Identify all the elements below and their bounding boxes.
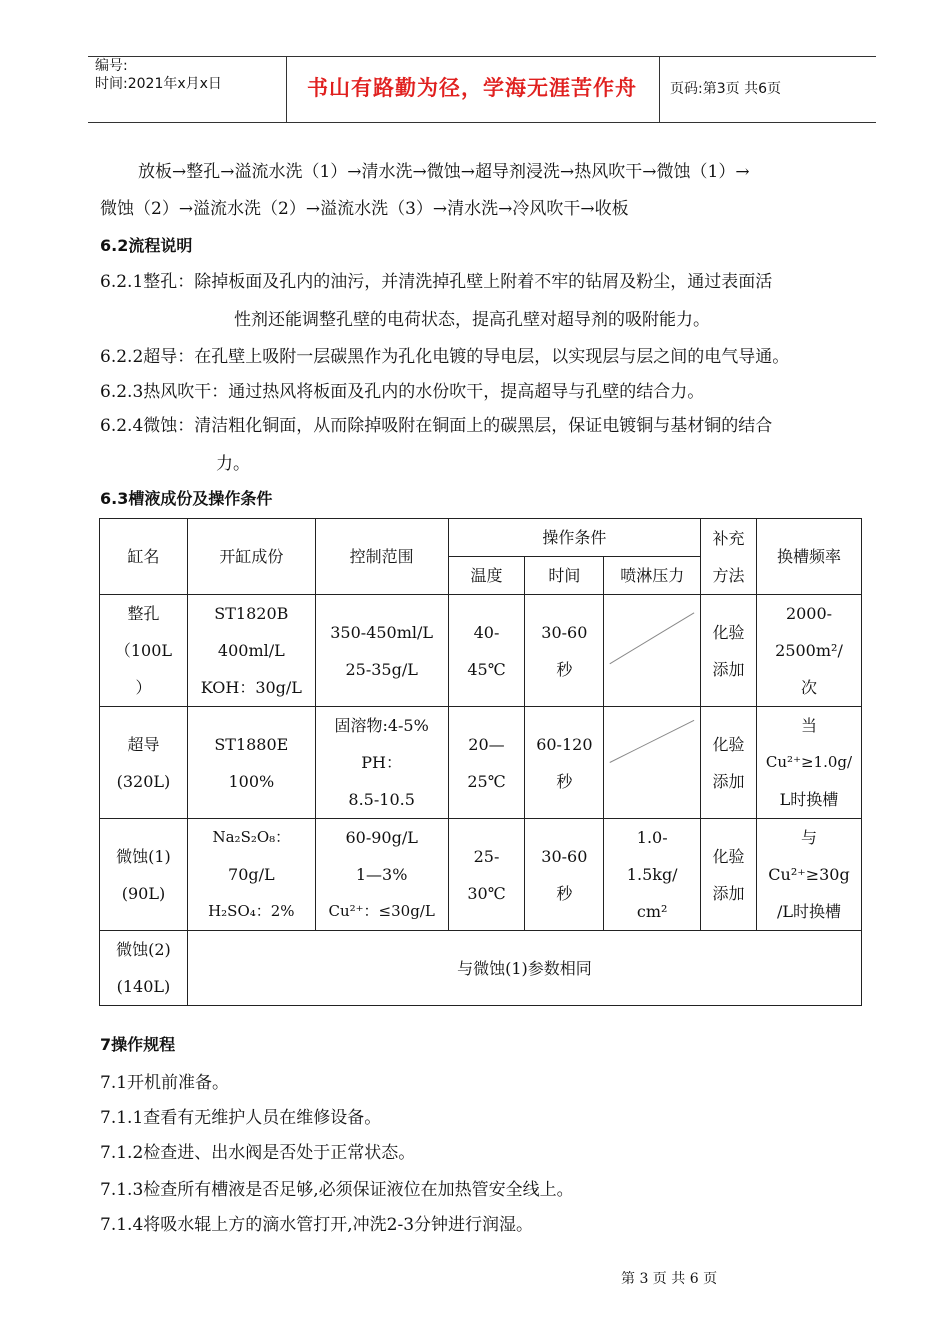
spray-cell-empty: [604, 595, 701, 707]
cell-line: Cu²⁺≥1.0g/: [765, 753, 853, 771]
supplement-cell: [701, 707, 757, 819]
header-composition: 开缸成份: [187, 519, 315, 595]
cell-line: H₂SO₄：2%: [208, 902, 295, 920]
control-cell: [315, 707, 448, 819]
composition-cell: [187, 819, 315, 931]
cell-line: 30-60: [541, 622, 588, 642]
time-cell: [525, 819, 604, 931]
table-row: [100, 819, 862, 931]
control-cell: [315, 595, 448, 707]
header-tank: 缸名: [100, 519, 188, 595]
cell-line: 添加: [712, 771, 745, 791]
cell-line: (320L): [116, 771, 171, 791]
header-spray: 喷淋压力: [604, 557, 701, 595]
composition-cell: [187, 595, 315, 707]
cell-line: （100L: [114, 641, 173, 660]
header-number-label: 编号:: [95, 58, 128, 74]
cell-line: 60-90g/L: [345, 828, 418, 847]
cell-line: 次: [800, 678, 817, 697]
cell-line: 化验: [712, 846, 745, 866]
step-7-1: 7.1开机前准备。: [100, 1073, 230, 1093]
header-control: 控制范围: [315, 519, 448, 595]
cell-line: (140L): [116, 977, 171, 996]
temp-cell: [448, 707, 525, 819]
para-6-2-4-line-2: 力。: [216, 454, 250, 474]
para-6-2-2: 6.2.2超导：在孔壁上吸附一层碳黑作为孔化电镀的导电层，以实现层与层之间的电气导通。: [100, 347, 790, 367]
cell-line: 整孔: [127, 604, 160, 623]
cell-line: Cu²⁺≥30g: [768, 865, 850, 884]
cell-line: 400ml/L: [217, 641, 285, 660]
cell-line: 秒: [556, 659, 573, 679]
cell-line: 固溶物:4-5%: [334, 716, 429, 735]
cell-line: (90L): [121, 883, 166, 903]
temp-cell: [448, 819, 525, 931]
tank-cell: [100, 707, 188, 819]
cell-line: ）: [135, 678, 152, 697]
frequency-cell: [757, 819, 862, 931]
header-operation: 操作条件: [448, 519, 701, 557]
diagonal-slash: [604, 595, 700, 706]
cell-line: 25-35g/L: [345, 659, 418, 679]
cell-line: 40-: [473, 622, 500, 642]
page-footer: 第 3 页 共 6 页: [621, 1271, 718, 1287]
composition-cell: [187, 707, 315, 819]
cell-line: 100%: [228, 771, 275, 791]
time-cell: [525, 707, 604, 819]
time-cell: [525, 595, 604, 707]
supplement-cell: [701, 595, 757, 707]
section-6-3-title: 6.3槽液成份及操作条件: [100, 489, 273, 508]
section-7-title: 7操作规程: [100, 1035, 176, 1054]
para-6-2-4-line-1: 6.2.4微蚀：清洁粗化铜面，从而除掉吸附在铜面上的碳黑层，保证电镀铜与基材铜的结合: [100, 416, 773, 436]
cell-line: 超导: [127, 734, 160, 754]
cell-line: 与: [800, 828, 817, 847]
cell-line: 30℃: [467, 883, 506, 903]
table-row: [100, 595, 862, 707]
header-temp: 温度: [448, 557, 525, 595]
tank-cell: [100, 595, 188, 707]
header-page-label: 页码:第3页 共6页: [670, 81, 781, 97]
cell-line: KOH：30g/L: [200, 678, 302, 697]
header-supplement-line-1: 补充: [712, 528, 745, 548]
cell-line: 2500m²/: [775, 641, 843, 660]
cell-line: 350-450ml/L: [330, 622, 434, 642]
header-time: 时间: [525, 557, 604, 595]
cell-line: Na₂S₂O₈：: [212, 828, 291, 846]
cell-line: ST1820B: [214, 604, 289, 623]
merged-note-cell: 与微蚀(1)参数相同: [187, 931, 861, 1006]
temp-cell: [448, 595, 525, 707]
cell-line: 化验: [712, 734, 745, 754]
cell-line: PH：: [361, 753, 403, 772]
header-meta: [95, 57, 222, 93]
step-7-1-1: 7.1.1查看有无维护人员在维修设备。: [100, 1108, 382, 1128]
cell-line: 微蚀(1): [116, 846, 171, 866]
cell-line: 8.5-10.5: [348, 790, 415, 809]
cell-line: cm²: [636, 902, 668, 921]
supplement-cell: [701, 819, 757, 931]
process-flow-line-1: 放板→整孔→溢流水洗（1）→清水洗→微蚀→超导剂浸洗→热风吹干→微蚀（1）→: [138, 162, 750, 182]
table-row: [100, 931, 862, 1006]
cell-line: 20—: [468, 734, 505, 754]
control-cell: [315, 819, 448, 931]
cell-line: 1.0-: [636, 828, 668, 847]
header-supplement-line-2: 方法: [712, 565, 745, 585]
step-7-1-3: 7.1.3检查所有槽液是否足够,必须保证液位在加热管安全线上。: [100, 1180, 574, 1200]
tank-cell: [100, 819, 188, 931]
tank-spec-table: [99, 518, 862, 1006]
spray-cell-empty: [604, 707, 701, 819]
para-6-2-1-line-1: 6.2.1整孔：除掉板面及孔内的油污，并清洗掉孔壁上附着不牢的钻屑及粉尘，通过表面活: [100, 272, 773, 292]
header-time-label: 时间:2021年x月x日: [95, 76, 222, 92]
frequency-cell: [757, 595, 862, 707]
header-divider-right: [659, 56, 660, 122]
cell-line: L时换槽: [779, 790, 839, 809]
cell-line: 1.5kg/: [626, 865, 678, 884]
cell-line: 微蚀(2): [116, 940, 171, 959]
cell-line: 45℃: [467, 659, 506, 679]
tank-cell: [100, 931, 188, 1006]
cell-line: 秒: [556, 883, 573, 903]
cell-line: 1—3%: [355, 865, 408, 884]
header-frequency: 换槽频率: [757, 519, 862, 595]
header-bottom-rule: [88, 122, 876, 123]
step-7-1-2: 7.1.2检查进、出水阀是否处于正常状态。: [100, 1143, 416, 1163]
para-6-2-1-line-2: 性剂还能调整孔壁的电荷状态，提高孔壁对超导剂的吸附能力。: [234, 310, 710, 330]
para-6-2-3: 6.2.3热风吹干：通过热风将板面及孔内的水份吹干，提高超导与孔壁的结合力。: [100, 382, 705, 402]
table-row: [100, 707, 862, 819]
cell-line: 秒: [556, 771, 573, 791]
cell-line: 25-: [473, 846, 500, 866]
cell-line: 添加: [712, 883, 745, 903]
process-flow-line-2: 微蚀（2）→溢流水洗（2）→溢流水洗（3）→清水洗→冷风吹干→收板: [100, 199, 629, 219]
cell-line: 60-120: [536, 734, 593, 754]
cell-line: 25℃: [467, 771, 506, 791]
diagonal-slash: [604, 707, 700, 818]
cell-line: /L时换槽: [776, 902, 842, 921]
cell-line: 添加: [712, 659, 745, 679]
cell-line: 2000-: [785, 604, 833, 623]
frequency-cell: [757, 707, 862, 819]
step-7-1-4: 7.1.4将吸水辊上方的滴水管打开,冲洗2-3分钟进行润湿。: [100, 1215, 534, 1235]
cell-line: ST1880E: [214, 734, 289, 754]
cell-line: 化验: [712, 622, 745, 642]
cell-line: 当: [800, 716, 817, 735]
section-6-2-title: 6.2流程说明: [100, 236, 193, 255]
cell-line: Cu²⁺：≤30g/L: [328, 902, 435, 920]
cell-line: 70g/L: [228, 865, 275, 884]
header-motto: 书山有路勤为径，学海无涯苦作舟: [307, 76, 637, 100]
spray-cell: [604, 819, 701, 931]
cell-line: 30-60: [541, 846, 588, 866]
header-supplement: [701, 519, 757, 595]
